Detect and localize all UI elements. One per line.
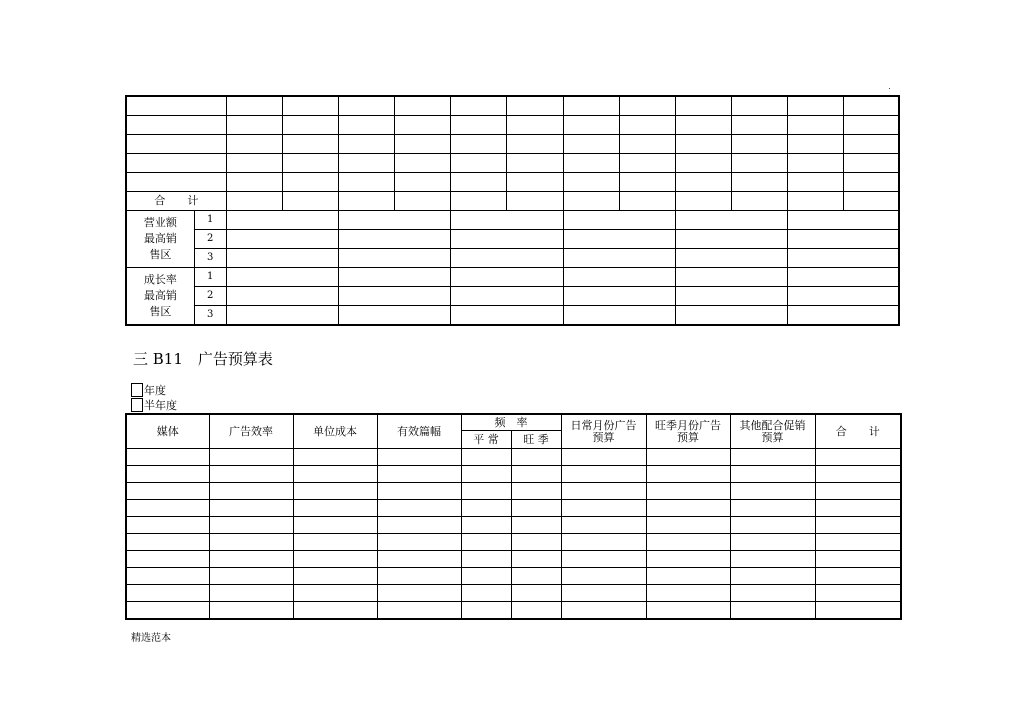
rank-number: 2 [194, 287, 226, 306]
stray-dot [889, 88, 890, 89]
header-peak-month-budget: 旺季月份广告 预算 [646, 414, 730, 449]
table-row [126, 602, 901, 620]
table-row [126, 211, 899, 230]
table-row [126, 173, 899, 192]
table-row [126, 500, 901, 517]
header-reach: 有效篇幅 [377, 414, 461, 449]
header-frequency: 频 率 [461, 414, 561, 431]
header-row [126, 414, 901, 431]
header-efficiency: 广告效率 [209, 414, 293, 449]
total-label: 合 计 [126, 192, 226, 211]
half-year-checkbox[interactable] [131, 398, 143, 412]
header-normal: 平 常 [461, 431, 511, 449]
table-row [126, 96, 899, 116]
sales-region-table [125, 95, 900, 326]
section-title: 三 B11 广告预算表 [133, 350, 273, 368]
rank-number: 3 [194, 306, 226, 326]
table-row [126, 585, 901, 602]
table-row [126, 466, 901, 483]
annual-checkbox[interactable] [131, 383, 143, 397]
header-media: 媒体 [126, 414, 209, 449]
annual-label: 年度 [144, 384, 166, 397]
header-unit-cost: 单位成本 [293, 414, 377, 449]
half-year-option[interactable] [131, 397, 177, 413]
table-row [126, 517, 901, 534]
header-daily-month-budget: 日常月份广告 预算 [561, 414, 646, 449]
header-total: 合 计 [815, 414, 901, 449]
table-row [126, 568, 901, 585]
total-row [126, 192, 899, 211]
rank-number: 3 [194, 249, 226, 268]
growth-top-region-label: 成长率 最高销 售区 [126, 268, 194, 326]
header-other-promo-budget: 其他配合促销 预算 [730, 414, 815, 449]
table-row [126, 249, 899, 268]
rank-number: 2 [194, 230, 226, 249]
table-row [126, 483, 901, 500]
table-row [126, 135, 899, 154]
table-row [126, 306, 899, 326]
table-row [126, 116, 899, 135]
header-peak: 旺 季 [511, 431, 561, 449]
table-row [126, 534, 901, 551]
annual-option[interactable] [131, 382, 166, 398]
table-row [126, 551, 901, 568]
table-row [126, 287, 899, 306]
rank-number: 1 [194, 211, 226, 230]
revenue-top-region-label: 营业额 最高销 售区 [126, 211, 194, 268]
rank-number: 1 [194, 268, 226, 287]
ad-budget-table [125, 413, 902, 620]
footer-note: 精选范本 [131, 633, 171, 644]
table-row [126, 230, 899, 249]
table-row [126, 449, 901, 466]
table-row [126, 268, 899, 287]
half-year-label: 半年度 [144, 399, 177, 412]
table-row [126, 154, 899, 173]
